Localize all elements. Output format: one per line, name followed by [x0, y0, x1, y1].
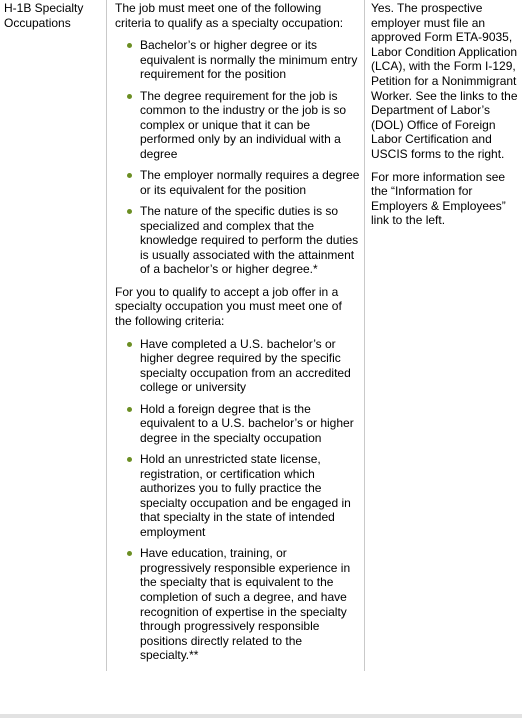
job-criteria-list [115, 38, 360, 277]
bullet-icon [127, 173, 132, 178]
classification-cell [0, 0, 107, 671]
bullet-icon [127, 94, 132, 99]
job-criteria-intro: The job must meet one of the following criteria to qualify as a specialty occupation: [115, 1, 344, 30]
bullet-icon [127, 551, 132, 556]
personal-criteria-intro: For you to qualify to accept a job offer in a specialty occupation you must meet one of the following criteria: [115, 284, 342, 329]
bullet-icon [127, 209, 132, 214]
bullet-icon [127, 457, 132, 462]
bullet-icon [127, 342, 132, 347]
list-item: The degree requirement for the job is common to the industry or the job is so complex or unique that it can be performed only by an individual with a degree [140, 89, 360, 162]
list-item: Have education, training, or progressively responsible experience in the specialty that is equivalent to the completion of such a degree, and have recognition of expertise in the specialty through progressively responsible positions directly related to the specialty.** [140, 546, 360, 663]
more-info-text: For more information see the “Information for Employers & Employees” link to the left. [371, 169, 506, 228]
list-item: Have completed a U.S. bachelor’s or higher degree required by the specific specialty occupation from an accredited college or university [140, 337, 360, 395]
requirements-cell [107, 0, 365, 671]
list-item: Hold a foreign degree that is the equivalent to a U.S. bachelor’s or higher degree in the specialty occupation [140, 402, 360, 446]
bullet-icon [127, 43, 132, 48]
petition-text: Yes. The prospective employer must file an approved Form ETA-9035, Labor Condition Application (LCA), with the Form I-129, Petition for a Nonimmigrant Worker. See the links to the Department of Labor’s (DOL) Office of Foreign Labor Certification and USCIS forms to the right. [371, 1, 518, 161]
bullet-icon [127, 407, 132, 412]
petition-cell [365, 0, 522, 671]
list-item: The nature of the specific duties is so specialized and complex that the knowledge required to perform the duties is usually associated with the attainment of a bachelor’s or higher degree.* [140, 204, 360, 277]
list-item: Hold an unrestricted state license, registration, or certification which authorizes you to fully practice the specialty occupation and be engaged in that specialty in the state of intended employment [140, 452, 360, 540]
personal-criteria-list [115, 337, 360, 663]
list-item: Bachelor’s or higher degree or its equivalent is normally the minimum entry requirement for the position [140, 38, 360, 82]
list-item: The employer normally requires a degree or its equivalent for the position [140, 168, 360, 197]
classification-name: H-1B Specialty Occupations [4, 1, 84, 30]
table-bottom-rule [0, 714, 522, 718]
